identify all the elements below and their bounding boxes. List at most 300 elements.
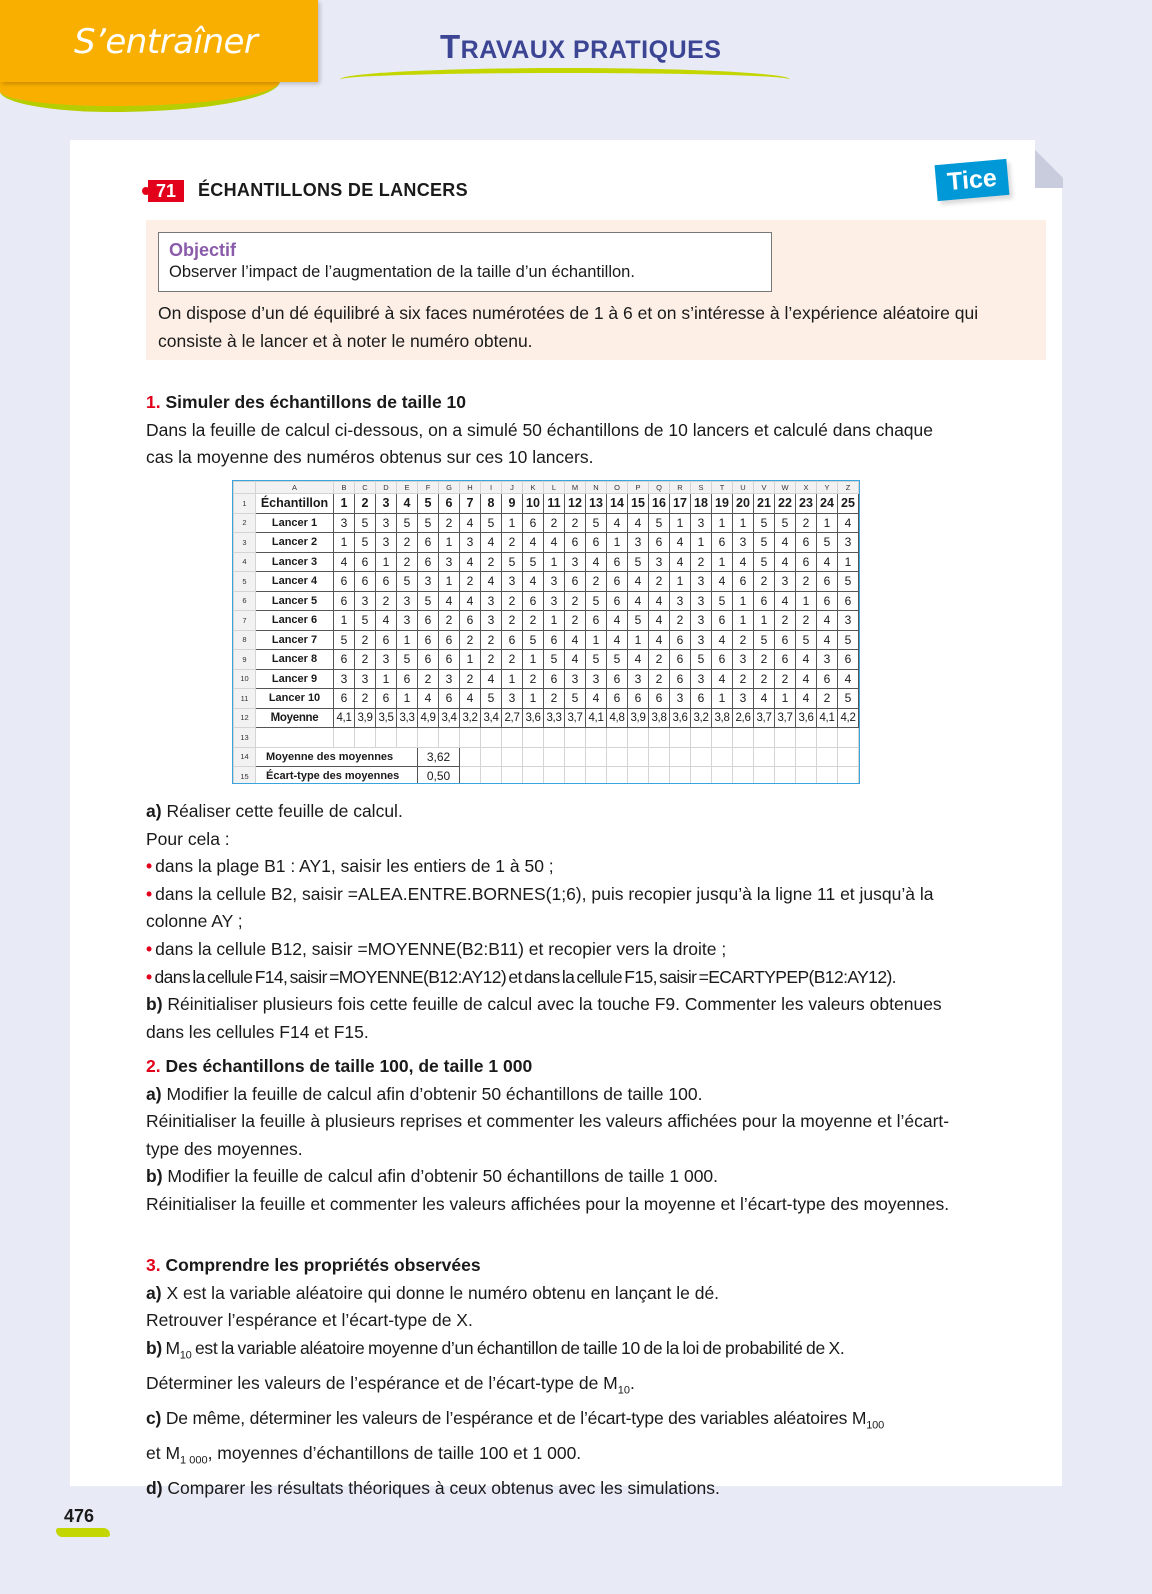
value-cell[interactable]: 2 [649, 650, 670, 670]
column-letter[interactable]: F [418, 482, 439, 494]
value-cell[interactable]: 3 [481, 611, 502, 631]
value-cell[interactable]: 1 [523, 689, 544, 709]
mean-cell[interactable]: 4,2 [838, 708, 859, 728]
value-cell[interactable]: 1 [712, 513, 733, 533]
value-cell[interactable]: 5 [481, 689, 502, 709]
value-cell[interactable]: 3 [733, 533, 754, 553]
value-cell[interactable]: 6 [334, 591, 355, 611]
value-cell[interactable]: 6 [376, 689, 397, 709]
value-cell[interactable]: 2 [670, 611, 691, 631]
value-cell[interactable]: 4 [817, 630, 838, 650]
mean-cell[interactable]: 3,8 [649, 708, 670, 728]
column-letter[interactable]: C [355, 482, 376, 494]
empty-cell[interactable] [460, 767, 481, 785]
summary-value-cell[interactable]: 3,62 [418, 747, 460, 767]
value-cell[interactable]: 3 [628, 533, 649, 553]
row-number[interactable]: 11 [234, 689, 256, 709]
value-cell[interactable]: 5 [544, 650, 565, 670]
value-cell[interactable]: 3 [376, 650, 397, 670]
row-number[interactable]: 2 [234, 513, 256, 533]
column-letter[interactable]: A [256, 482, 334, 494]
empty-cell[interactable] [607, 767, 628, 785]
empty-cell[interactable] [628, 747, 649, 767]
value-cell[interactable]: 2 [544, 513, 565, 533]
value-cell[interactable]: 5 [502, 552, 523, 572]
column-letter[interactable]: G [439, 482, 460, 494]
value-cell[interactable]: 3 [376, 533, 397, 553]
value-cell[interactable]: 4 [334, 552, 355, 572]
empty-cell[interactable] [712, 728, 733, 748]
empty-cell[interactable] [544, 728, 565, 748]
value-cell[interactable]: 3 [565, 552, 586, 572]
column-letter[interactable]: D [376, 482, 397, 494]
empty-cell[interactable] [754, 728, 775, 748]
mean-cell[interactable]: 3,2 [460, 708, 481, 728]
value-cell[interactable]: 4 [796, 650, 817, 670]
value-cell[interactable]: 4 [481, 533, 502, 553]
value-cell[interactable]: 6 [418, 552, 439, 572]
mean-cell[interactable]: 3,4 [439, 708, 460, 728]
row-label-cell[interactable]: Lancer 8 [256, 650, 334, 670]
value-cell[interactable]: 3 [586, 669, 607, 689]
empty-cell[interactable] [523, 728, 544, 748]
empty-cell[interactable] [586, 747, 607, 767]
empty-cell[interactable] [817, 728, 838, 748]
row-number[interactable]: 14 [234, 747, 256, 767]
value-cell[interactable]: 3 [733, 689, 754, 709]
column-letter[interactable]: J [502, 482, 523, 494]
value-cell[interactable]: 6 [376, 572, 397, 592]
mean-cell[interactable]: 3,5 [376, 708, 397, 728]
empty-cell[interactable] [256, 728, 334, 748]
column-letter[interactable]: X [796, 482, 817, 494]
value-cell[interactable]: 4 [460, 552, 481, 572]
value-cell[interactable]: 6 [565, 572, 586, 592]
value-cell[interactable]: 6 [439, 630, 460, 650]
row-number[interactable]: 1 [234, 494, 256, 514]
mean-cell[interactable]: 4,1 [334, 708, 355, 728]
value-cell[interactable]: 6 [544, 669, 565, 689]
value-cell[interactable]: 6 [418, 611, 439, 631]
value-cell[interactable]: 3 [460, 533, 481, 553]
value-cell[interactable]: 4 [649, 611, 670, 631]
empty-cell[interactable] [376, 728, 397, 748]
value-cell[interactable]: 6 [607, 552, 628, 572]
value-cell[interactable]: 3 [418, 572, 439, 592]
value-cell[interactable]: 2 [355, 650, 376, 670]
mean-cell[interactable]: 3,7 [754, 708, 775, 728]
value-cell[interactable]: 1 [817, 513, 838, 533]
empty-cell[interactable] [565, 728, 586, 748]
value-cell[interactable]: 6 [544, 630, 565, 650]
value-cell[interactable]: 1 [838, 552, 859, 572]
value-cell[interactable]: 4 [817, 552, 838, 572]
column-letter[interactable]: V [754, 482, 775, 494]
value-cell[interactable]: 2 [439, 513, 460, 533]
value-cell[interactable]: 5 [397, 572, 418, 592]
mean-cell[interactable]: 4,1 [586, 708, 607, 728]
value-cell[interactable]: 1 [754, 611, 775, 631]
value-cell[interactable]: 3 [502, 572, 523, 592]
column-letter[interactable]: I [481, 482, 502, 494]
value-cell[interactable]: 4 [607, 611, 628, 631]
value-cell[interactable]: 4 [376, 611, 397, 631]
value-cell[interactable]: 4 [649, 591, 670, 611]
sample-number-cell[interactable]: 21 [754, 494, 775, 514]
value-cell[interactable]: 5 [418, 591, 439, 611]
column-letter[interactable]: E [397, 482, 418, 494]
column-letter[interactable]: S [691, 482, 712, 494]
value-cell[interactable]: 4 [838, 513, 859, 533]
mean-cell[interactable]: 4,8 [607, 708, 628, 728]
empty-cell[interactable] [418, 728, 439, 748]
value-cell[interactable]: 4 [523, 533, 544, 553]
sample-number-cell[interactable]: 15 [628, 494, 649, 514]
sample-number-cell[interactable]: 8 [481, 494, 502, 514]
value-cell[interactable]: 4 [670, 533, 691, 553]
value-cell[interactable]: 3 [544, 572, 565, 592]
value-cell[interactable]: 2 [586, 572, 607, 592]
value-cell[interactable]: 3 [838, 611, 859, 631]
value-cell[interactable]: 2 [523, 611, 544, 631]
sample-number-cell[interactable]: 13 [586, 494, 607, 514]
row-number[interactable]: 8 [234, 630, 256, 650]
empty-cell[interactable] [775, 767, 796, 785]
value-cell[interactable]: 3 [691, 630, 712, 650]
value-cell[interactable]: 1 [712, 552, 733, 572]
column-letter[interactable]: Y [817, 482, 838, 494]
value-cell[interactable]: 3 [691, 572, 712, 592]
value-cell[interactable]: 1 [733, 611, 754, 631]
value-cell[interactable]: 6 [649, 689, 670, 709]
value-cell[interactable]: 4 [817, 611, 838, 631]
value-cell[interactable]: 5 [334, 630, 355, 650]
empty-cell[interactable] [838, 747, 859, 767]
empty-cell[interactable] [754, 767, 775, 785]
value-cell[interactable]: 6 [796, 552, 817, 572]
empty-cell[interactable] [481, 747, 502, 767]
row-label-cell[interactable]: Lancer 7 [256, 630, 334, 650]
value-cell[interactable]: 4 [628, 591, 649, 611]
value-cell[interactable]: 4 [712, 669, 733, 689]
value-cell[interactable]: 2 [754, 669, 775, 689]
value-cell[interactable]: 5 [775, 513, 796, 533]
value-cell[interactable]: 5 [397, 650, 418, 670]
value-cell[interactable]: 5 [523, 552, 544, 572]
value-cell[interactable]: 3 [334, 513, 355, 533]
value-cell[interactable]: 5 [607, 650, 628, 670]
empty-cell[interactable] [733, 767, 754, 785]
value-cell[interactable]: 4 [775, 552, 796, 572]
value-cell[interactable]: 5 [838, 630, 859, 650]
value-cell[interactable]: 4 [775, 591, 796, 611]
value-cell[interactable]: 1 [334, 533, 355, 553]
value-cell[interactable]: 1 [733, 513, 754, 533]
mean-cell[interactable]: 3,3 [397, 708, 418, 728]
value-cell[interactable]: 3 [691, 513, 712, 533]
value-cell[interactable]: 2 [439, 611, 460, 631]
empty-cell[interactable] [481, 767, 502, 785]
empty-cell[interactable] [817, 747, 838, 767]
value-cell[interactable]: 2 [754, 650, 775, 670]
value-cell[interactable]: 5 [586, 650, 607, 670]
value-cell[interactable]: 3 [838, 533, 859, 553]
empty-cell[interactable] [628, 728, 649, 748]
empty-cell[interactable] [502, 747, 523, 767]
row-number[interactable]: 6 [234, 591, 256, 611]
row-number[interactable]: 9 [234, 650, 256, 670]
value-cell[interactable]: 4 [754, 689, 775, 709]
value-cell[interactable]: 6 [712, 533, 733, 553]
value-cell[interactable]: 2 [565, 513, 586, 533]
value-cell[interactable]: 5 [628, 552, 649, 572]
sample-number-cell[interactable]: 11 [544, 494, 565, 514]
value-cell[interactable]: 6 [565, 533, 586, 553]
empty-cell[interactable] [586, 728, 607, 748]
value-cell[interactable]: 2 [754, 572, 775, 592]
value-cell[interactable]: 6 [670, 669, 691, 689]
column-letter[interactable]: O [607, 482, 628, 494]
value-cell[interactable]: 5 [838, 689, 859, 709]
column-letter[interactable]: P [628, 482, 649, 494]
value-cell[interactable]: 4 [565, 630, 586, 650]
value-cell[interactable]: 4 [712, 572, 733, 592]
value-cell[interactable]: 2 [523, 669, 544, 689]
row-number[interactable]: 13 [234, 728, 256, 748]
empty-cell[interactable] [733, 728, 754, 748]
value-cell[interactable]: 6 [523, 591, 544, 611]
value-cell[interactable]: 6 [418, 630, 439, 650]
value-cell[interactable]: 6 [754, 591, 775, 611]
value-cell[interactable]: 2 [775, 669, 796, 689]
value-cell[interactable]: 6 [502, 630, 523, 650]
column-letter[interactable]: H [460, 482, 481, 494]
empty-cell[interactable] [775, 728, 796, 748]
sample-number-cell[interactable]: 18 [691, 494, 712, 514]
sample-number-cell[interactable]: 7 [460, 494, 481, 514]
value-cell[interactable]: 2 [460, 572, 481, 592]
value-cell[interactable]: 3 [397, 591, 418, 611]
mean-cell[interactable]: 3,9 [628, 708, 649, 728]
value-cell[interactable]: 1 [544, 611, 565, 631]
row-label-cell[interactable]: Lancer 1 [256, 513, 334, 533]
value-cell[interactable]: 4 [586, 689, 607, 709]
mean-cell[interactable]: 3,6 [796, 708, 817, 728]
row-number[interactable]: 4 [234, 552, 256, 572]
empty-cell[interactable] [649, 728, 670, 748]
sample-number-cell[interactable]: 5 [418, 494, 439, 514]
row-label-cell[interactable]: Lancer 2 [256, 533, 334, 553]
empty-cell[interactable] [838, 728, 859, 748]
mean-cell[interactable]: 2,7 [502, 708, 523, 728]
value-cell[interactable]: 2 [502, 650, 523, 670]
row-label-cell[interactable]: Lancer 3 [256, 552, 334, 572]
summary-label-cell[interactable]: Écart-type des moyennes [256, 767, 418, 785]
value-cell[interactable]: 6 [523, 513, 544, 533]
row-label-cell[interactable]: Lancer 9 [256, 669, 334, 689]
empty-cell[interactable] [775, 747, 796, 767]
value-cell[interactable]: 4 [481, 572, 502, 592]
value-cell[interactable]: 5 [586, 591, 607, 611]
empty-cell[interactable] [481, 728, 502, 748]
sample-number-cell[interactable]: 1 [334, 494, 355, 514]
sample-number-cell[interactable]: 2 [355, 494, 376, 514]
value-cell[interactable]: 6 [334, 572, 355, 592]
value-cell[interactable]: 3 [334, 669, 355, 689]
value-cell[interactable]: 6 [670, 630, 691, 650]
value-cell[interactable]: 2 [397, 533, 418, 553]
empty-cell[interactable] [502, 728, 523, 748]
value-cell[interactable]: 6 [817, 572, 838, 592]
mean-cell[interactable]: 3,6 [670, 708, 691, 728]
value-cell[interactable]: 3 [649, 552, 670, 572]
value-cell[interactable]: 5 [628, 611, 649, 631]
mean-cell[interactable]: 3,9 [355, 708, 376, 728]
empty-cell[interactable] [586, 767, 607, 785]
empty-cell[interactable] [334, 728, 355, 748]
sample-number-cell[interactable]: 4 [397, 494, 418, 514]
empty-cell[interactable] [628, 767, 649, 785]
value-cell[interactable]: 6 [334, 689, 355, 709]
mean-cell[interactable]: 2,6 [733, 708, 754, 728]
value-cell[interactable]: 6 [649, 533, 670, 553]
value-cell[interactable]: 2 [775, 611, 796, 631]
corner-cell[interactable] [234, 482, 256, 494]
value-cell[interactable]: 6 [607, 689, 628, 709]
value-cell[interactable]: 2 [502, 591, 523, 611]
sample-number-cell[interactable]: 19 [712, 494, 733, 514]
value-cell[interactable]: 4 [733, 552, 754, 572]
value-cell[interactable]: 4 [607, 630, 628, 650]
empty-cell[interactable] [796, 728, 817, 748]
value-cell[interactable]: 6 [355, 552, 376, 572]
sample-number-cell[interactable]: 17 [670, 494, 691, 514]
value-cell[interactable]: 6 [817, 669, 838, 689]
value-cell[interactable]: 3 [733, 650, 754, 670]
empty-cell[interactable] [670, 767, 691, 785]
value-cell[interactable]: 2 [376, 591, 397, 611]
value-cell[interactable]: 4 [628, 513, 649, 533]
value-cell[interactable]: 5 [754, 513, 775, 533]
value-cell[interactable]: 1 [670, 513, 691, 533]
value-cell[interactable]: 2 [355, 630, 376, 650]
value-cell[interactable]: 2 [691, 552, 712, 572]
mean-cell[interactable]: 3,7 [565, 708, 586, 728]
value-cell[interactable]: 5 [397, 513, 418, 533]
value-cell[interactable]: 4 [838, 669, 859, 689]
value-cell[interactable]: 3 [565, 669, 586, 689]
value-cell[interactable]: 1 [502, 669, 523, 689]
value-cell[interactable]: 4 [712, 630, 733, 650]
value-cell[interactable]: 1 [670, 572, 691, 592]
value-cell[interactable]: 1 [397, 630, 418, 650]
value-cell[interactable]: 5 [586, 513, 607, 533]
empty-cell[interactable] [565, 767, 586, 785]
value-cell[interactable]: 3 [481, 591, 502, 611]
value-cell[interactable]: 4 [565, 650, 586, 670]
empty-cell[interactable] [691, 728, 712, 748]
value-cell[interactable]: 6 [418, 533, 439, 553]
value-cell[interactable]: 5 [565, 689, 586, 709]
value-cell[interactable]: 1 [334, 611, 355, 631]
column-letter[interactable]: U [733, 482, 754, 494]
column-letter[interactable]: Q [649, 482, 670, 494]
value-cell[interactable]: 6 [817, 591, 838, 611]
value-cell[interactable]: 4 [544, 533, 565, 553]
value-cell[interactable]: 3 [355, 669, 376, 689]
value-cell[interactable]: 2 [481, 650, 502, 670]
value-cell[interactable]: 4 [607, 513, 628, 533]
value-cell[interactable]: 2 [796, 572, 817, 592]
empty-cell[interactable] [607, 728, 628, 748]
value-cell[interactable]: 4 [796, 689, 817, 709]
value-cell[interactable]: 6 [775, 630, 796, 650]
value-cell[interactable]: 2 [796, 611, 817, 631]
value-cell[interactable]: 1 [586, 630, 607, 650]
value-cell[interactable]: 2 [460, 669, 481, 689]
empty-cell[interactable] [817, 767, 838, 785]
column-letter[interactable]: T [712, 482, 733, 494]
sample-number-cell[interactable]: 23 [796, 494, 817, 514]
value-cell[interactable]: 5 [754, 552, 775, 572]
value-cell[interactable]: 5 [712, 591, 733, 611]
value-cell[interactable]: 2 [418, 669, 439, 689]
column-letter[interactable]: M [565, 482, 586, 494]
row-number[interactable]: 12 [234, 708, 256, 728]
value-cell[interactable]: 6 [628, 689, 649, 709]
value-cell[interactable]: 4 [460, 591, 481, 611]
value-cell[interactable]: 6 [691, 689, 712, 709]
value-cell[interactable]: 3 [439, 669, 460, 689]
value-cell[interactable]: 1 [775, 689, 796, 709]
value-cell[interactable]: 1 [439, 533, 460, 553]
row-number[interactable]: 3 [234, 533, 256, 553]
row-number[interactable]: 15 [234, 767, 256, 785]
value-cell[interactable]: 3 [670, 591, 691, 611]
value-cell[interactable]: 3 [817, 650, 838, 670]
value-cell[interactable]: 6 [733, 572, 754, 592]
value-cell[interactable]: 2 [733, 630, 754, 650]
value-cell[interactable]: 4 [481, 669, 502, 689]
empty-cell[interactable] [649, 747, 670, 767]
value-cell[interactable]: 4 [628, 572, 649, 592]
value-cell[interactable]: 1 [628, 630, 649, 650]
value-cell[interactable]: 1 [544, 552, 565, 572]
value-cell[interactable]: 1 [733, 591, 754, 611]
column-letter[interactable]: Z [838, 482, 859, 494]
mean-cell[interactable]: 3,4 [481, 708, 502, 728]
value-cell[interactable]: 6 [775, 650, 796, 670]
empty-cell[interactable] [838, 767, 859, 785]
sample-number-cell[interactable]: 16 [649, 494, 670, 514]
row-label-cell[interactable]: Lancer 4 [256, 572, 334, 592]
empty-cell[interactable] [691, 767, 712, 785]
value-cell[interactable]: 4 [460, 689, 481, 709]
value-cell[interactable]: 6 [670, 650, 691, 670]
value-cell[interactable]: 6 [376, 630, 397, 650]
sample-number-cell[interactable]: 20 [733, 494, 754, 514]
mean-cell[interactable]: 3,8 [712, 708, 733, 728]
sample-number-cell[interactable]: 12 [565, 494, 586, 514]
value-cell[interactable]: 6 [397, 669, 418, 689]
value-cell[interactable]: 6 [712, 650, 733, 670]
value-cell[interactable]: 3 [775, 572, 796, 592]
value-cell[interactable]: 1 [691, 533, 712, 553]
mean-cell[interactable]: 3,3 [544, 708, 565, 728]
value-cell[interactable]: 5 [355, 513, 376, 533]
empty-cell[interactable] [439, 728, 460, 748]
column-letter[interactable]: R [670, 482, 691, 494]
